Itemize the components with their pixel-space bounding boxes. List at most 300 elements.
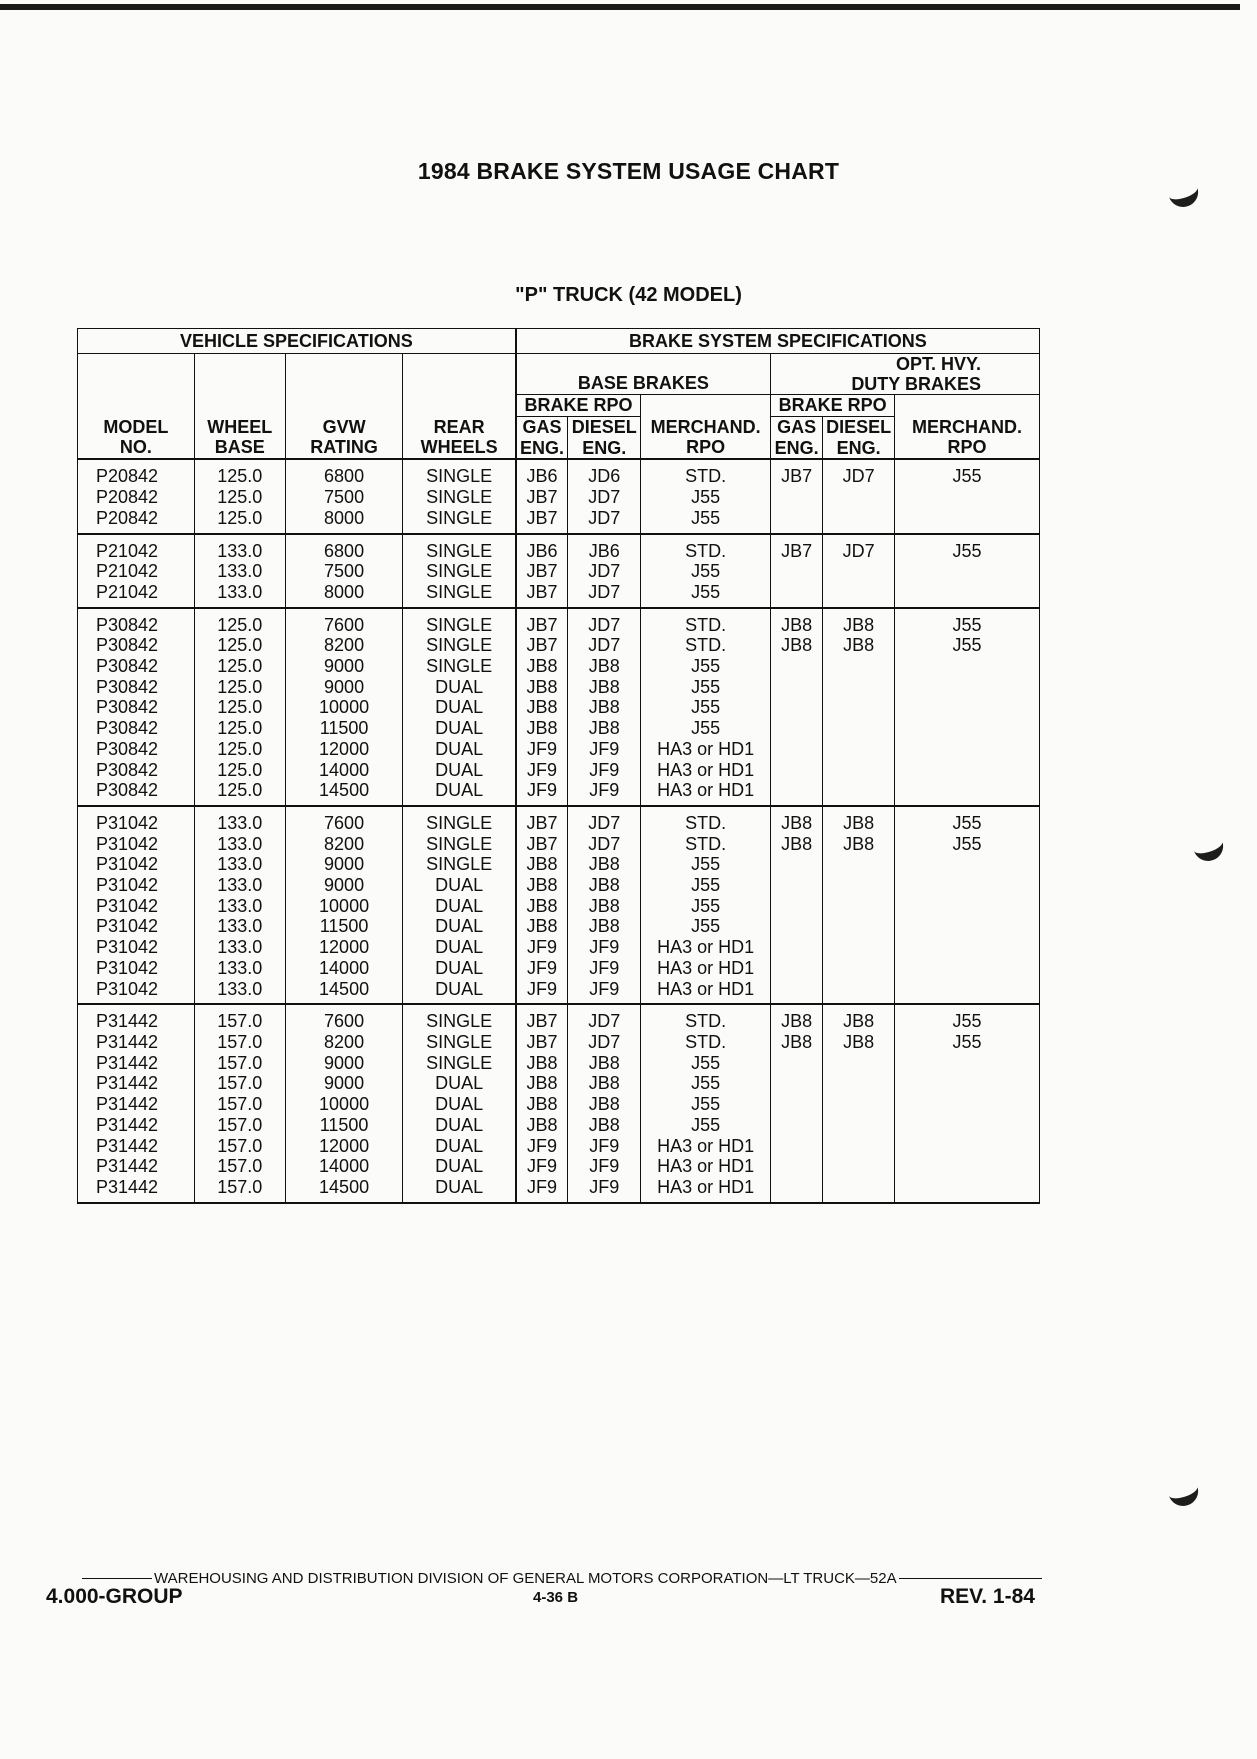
- wheel-base-cell: 125.0: [194, 459, 285, 487]
- wheel-base-cell: 125.0: [194, 780, 285, 806]
- wheel-base-cell: 125.0: [194, 697, 285, 718]
- gvw-rating-cell: 8200: [285, 635, 403, 656]
- base-diesel-eng-cell: JB8: [568, 697, 641, 718]
- wheel-header-line2: BASE: [214, 437, 265, 458]
- opt-merch-rpo-cell: J55: [895, 1004, 1040, 1032]
- opt-diesel-eng-cell: [823, 561, 895, 582]
- table-row: [78, 958, 1040, 979]
- opt-merch-line2: RPO: [947, 437, 987, 458]
- model-no-cell: P31442: [78, 1073, 195, 1094]
- base-gas-eng-cell: JB7: [516, 582, 568, 608]
- rear-header-line2: WHEELS: [420, 437, 498, 458]
- table-row: [78, 1004, 1040, 1032]
- rear-wheels-cell: SINGLE: [403, 508, 516, 534]
- wheel-base-cell: 125.0: [194, 718, 285, 739]
- gvw-rating-header: [285, 417, 403, 460]
- base-gas-eng-cell: JB8: [516, 854, 568, 875]
- opt-gas-eng-cell: [771, 1094, 823, 1115]
- opt-diesel-eng-cell: [823, 739, 895, 760]
- gvw-rating-cell: 14500: [285, 780, 403, 806]
- opt-gas-eng-cell: JB8: [771, 1032, 823, 1053]
- opt-hvy-line2: DUTY BRAKES: [851, 374, 981, 394]
- base-gas-eng-cell: JB7: [516, 508, 568, 534]
- model-no-cell: P21042: [78, 534, 195, 562]
- gvw-rating-cell: 9000: [285, 656, 403, 677]
- opt-diesel-eng-cell: [823, 582, 895, 608]
- model-no-header: [78, 417, 195, 460]
- wheel-base-cell: 125.0: [194, 656, 285, 677]
- punch-hole-bottom: [1164, 1471, 1202, 1510]
- opt-gas-eng-header: [771, 417, 823, 460]
- page-subtitle: "P" TRUCK (42 MODEL): [515, 284, 742, 306]
- gvw-rating-cell: 11500: [285, 916, 403, 937]
- base-merch-rpo-cell: STD.: [641, 1004, 771, 1032]
- gvw-rating-cell: 10000: [285, 697, 403, 718]
- base-diesel-eng-cell: JD7: [568, 635, 641, 656]
- opt-merch-rpo-cell: [895, 1136, 1040, 1157]
- base-diesel-eng-cell: JB8: [568, 1053, 641, 1074]
- opt-gas-eng-cell: [771, 1115, 823, 1136]
- gvw-rating-cell: 8000: [285, 508, 403, 534]
- base-gas-eng-cell: JF9: [516, 1177, 568, 1203]
- rear-wheels-cell: SINGLE: [403, 459, 516, 487]
- footer-group: 4.000-GROUP: [46, 1585, 183, 1608]
- footer-page-number: 4-36 B: [533, 1589, 579, 1606]
- wheel-base-cell: 157.0: [194, 1136, 285, 1157]
- opt-gas-eng-cell: [771, 1136, 823, 1157]
- footer-publisher-line: [82, 1570, 1042, 1587]
- base-merch-rpo-cell: J55: [641, 1073, 771, 1094]
- table-row: [78, 582, 1040, 608]
- base-merch-rpo-cell: J55: [641, 508, 771, 534]
- model-no-cell: P31042: [78, 916, 195, 937]
- opt-diesel-eng-cell: JD7: [823, 534, 895, 562]
- punch-hole-middle: [1189, 826, 1227, 865]
- rear-wheels-cell: SINGLE: [403, 854, 516, 875]
- base-gas-eng-header: [516, 417, 568, 460]
- opt-gas-eng-cell: [771, 1053, 823, 1074]
- opt-diesel-eng-cell: [823, 656, 895, 677]
- table-row: [78, 677, 1040, 698]
- rear-wheels-cell: DUAL: [403, 1094, 516, 1115]
- base-gas-eng-cell: JB8: [516, 1094, 568, 1115]
- opt-gas-eng-cell: [771, 561, 823, 582]
- opt-gas-eng-cell: [771, 1177, 823, 1203]
- wheel-base-cell: 133.0: [194, 937, 285, 958]
- rear-wheels-cell: DUAL: [403, 739, 516, 760]
- rear-wheels-cell: DUAL: [403, 677, 516, 698]
- opt-merch-rpo-cell: [895, 875, 1040, 896]
- rear-wheels-cell: DUAL: [403, 916, 516, 937]
- table-row: [78, 739, 1040, 760]
- gvw-rating-cell: 12000: [285, 739, 403, 760]
- model-no-cell: P21042: [78, 561, 195, 582]
- gvw-rating-cell: 9000: [285, 1053, 403, 1074]
- table-row: [78, 854, 1040, 875]
- base-diesel-eng-cell: JB8: [568, 896, 641, 917]
- opt-merch-rpo-cell: [895, 896, 1040, 917]
- opt-diesel-eng-cell: JB8: [823, 608, 895, 636]
- opt-diesel-eng-cell: [823, 1177, 895, 1203]
- base-gas-eng-cell: JF9: [516, 1136, 568, 1157]
- table-row: [78, 608, 1040, 636]
- wheel-header-line1: WHEEL: [207, 416, 273, 437]
- rear-wheels-cell: DUAL: [403, 875, 516, 896]
- gvw-rating-cell: 9000: [285, 1073, 403, 1094]
- gvw-rating-cell: 12000: [285, 937, 403, 958]
- table-header: [78, 329, 1040, 460]
- base-diesel-eng-cell: JB8: [568, 854, 641, 875]
- opt-diesel-line2: ENG.: [836, 437, 881, 458]
- base-brakes-header: BASE BRAKES: [516, 354, 771, 395]
- base-gas-eng-cell: JB7: [516, 1032, 568, 1053]
- base-merch-rpo-cell: J55: [641, 718, 771, 739]
- gvw-rating-cell: 6800: [285, 534, 403, 562]
- opt-merch-rpo-cell: [895, 958, 1040, 979]
- opt-merch-rpo-cell: J55: [895, 834, 1040, 855]
- model-no-cell: P30842: [78, 635, 195, 656]
- opt-merch-rpo-cell: [895, 1115, 1040, 1136]
- opt-gas-eng-cell: [771, 677, 823, 698]
- opt-diesel-eng-cell: JB8: [823, 834, 895, 855]
- model-no-cell: P31442: [78, 1032, 195, 1053]
- opt-gas-eng-cell: [771, 916, 823, 937]
- model-no-cell: P30842: [78, 697, 195, 718]
- base-merch-rpo-cell: HA3 or HD1: [641, 937, 771, 958]
- opt-merch-rpo-cell: [895, 760, 1040, 781]
- wheel-base-cell: 157.0: [194, 1032, 285, 1053]
- opt-diesel-eng-cell: JB8: [823, 1032, 895, 1053]
- wheel-base-cell: 125.0: [194, 508, 285, 534]
- gvw-rating-cell: 14500: [285, 979, 403, 1005]
- rear-wheels-cell: SINGLE: [403, 561, 516, 582]
- gvw-rating-cell: 12000: [285, 1136, 403, 1157]
- table-row: [78, 937, 1040, 958]
- wheel-base-cell: 133.0: [194, 916, 285, 937]
- opt-diesel-eng-cell: [823, 508, 895, 534]
- base-merch-rpo-cell: HA3 or HD1: [641, 1156, 771, 1177]
- model-header-line1: MODEL: [103, 416, 169, 437]
- opt-gas-eng-cell: JB7: [771, 534, 823, 562]
- opt-gas-eng-cell: [771, 582, 823, 608]
- rear-wheels-cell: DUAL: [403, 1177, 516, 1203]
- footer-rule-left: [82, 1578, 152, 1579]
- base-diesel-eng-header: [568, 417, 641, 460]
- opt-gas-eng-cell: [771, 958, 823, 979]
- model-no-cell: P31442: [78, 1094, 195, 1115]
- base-merch-rpo-cell: HA3 or HD1: [641, 979, 771, 1005]
- table-row: [78, 487, 1040, 508]
- opt-merch-header-spacer: [895, 395, 1040, 417]
- base-merch-rpo-cell: HA3 or HD1: [641, 1136, 771, 1157]
- base-merch-line1: MERCHAND.: [650, 416, 761, 437]
- table-row: [78, 561, 1040, 582]
- opt-merch-rpo-cell: [895, 561, 1040, 582]
- opt-gas-eng-cell: JB8: [771, 635, 823, 656]
- model-no-cell: P31042: [78, 896, 195, 917]
- opt-diesel-eng-cell: [823, 1073, 895, 1094]
- base-gas-eng-cell: JB6: [516, 459, 568, 487]
- opt-merch-rpo-cell: [895, 916, 1040, 937]
- base-diesel-eng-cell: JB8: [568, 1073, 641, 1094]
- opt-merch-rpo-cell: J55: [895, 635, 1040, 656]
- opt-diesel-eng-cell: JB8: [823, 806, 895, 834]
- base-merch-rpo-cell: J55: [641, 656, 771, 677]
- gvw-rating-cell: 8000: [285, 582, 403, 608]
- wheel-base-cell: 133.0: [194, 854, 285, 875]
- base-diesel-line2: ENG.: [582, 437, 627, 458]
- opt-diesel-eng-cell: [823, 1156, 895, 1177]
- table-row: [78, 459, 1040, 487]
- table-row: [78, 534, 1040, 562]
- gvw-rating-cell: 6800: [285, 459, 403, 487]
- base-merch-rpo-cell: J55: [641, 677, 771, 698]
- table-row: [78, 508, 1040, 534]
- model-no-cell: P20842: [78, 508, 195, 534]
- table-row: [78, 1032, 1040, 1053]
- base-diesel-eng-cell: JD7: [568, 561, 641, 582]
- opt-diesel-eng-cell: JD7: [823, 459, 895, 487]
- base-merch-rpo-cell: J55: [641, 561, 771, 582]
- opt-merch-rpo-cell: [895, 487, 1040, 508]
- base-diesel-eng-cell: JD7: [568, 834, 641, 855]
- rear-wheels-cell: SINGLE: [403, 806, 516, 834]
- model-header-spacer-2: [78, 395, 195, 417]
- rear-wheels-cell: DUAL: [403, 780, 516, 806]
- wheel-base-cell: 133.0: [194, 958, 285, 979]
- base-gas-eng-cell: JB7: [516, 635, 568, 656]
- opt-diesel-eng-cell: JB8: [823, 1004, 895, 1032]
- wheel-base-cell: 133.0: [194, 834, 285, 855]
- opt-gas-eng-cell: JB8: [771, 608, 823, 636]
- base-brake-rpo-header: BRAKE RPO: [516, 395, 641, 417]
- model-no-cell: P30842: [78, 739, 195, 760]
- base-merch-rpo-cell: J55: [641, 1115, 771, 1136]
- model-header-spacer: [78, 354, 195, 395]
- opt-gas-eng-cell: JB8: [771, 834, 823, 855]
- wheel-base-cell: 133.0: [194, 875, 285, 896]
- model-no-cell: P31042: [78, 875, 195, 896]
- model-no-cell: P30842: [78, 760, 195, 781]
- base-gas-eng-cell: JB7: [516, 1004, 568, 1032]
- table-row: [78, 1094, 1040, 1115]
- base-gas-eng-cell: JF9: [516, 979, 568, 1005]
- model-no-cell: P20842: [78, 487, 195, 508]
- rear-header-spacer-2: [403, 395, 516, 417]
- model-no-cell: P31442: [78, 1177, 195, 1203]
- base-diesel-eng-cell: JB8: [568, 875, 641, 896]
- opt-diesel-eng-cell: [823, 979, 895, 1005]
- gvw-header-line2: RATING: [310, 437, 378, 458]
- opt-merch-rpo-cell: [895, 1073, 1040, 1094]
- base-gas-eng-cell: JF9: [516, 760, 568, 781]
- base-merch-line2: RPO: [686, 437, 726, 458]
- base-diesel-eng-cell: JB8: [568, 656, 641, 677]
- base-diesel-eng-cell: JF9: [568, 937, 641, 958]
- opt-gas-line2: ENG.: [774, 437, 819, 458]
- gvw-header-spacer-2: [285, 395, 403, 417]
- rear-wheels-cell: SINGLE: [403, 1004, 516, 1032]
- model-no-cell: P31442: [78, 1136, 195, 1157]
- base-diesel-eng-cell: JD6: [568, 459, 641, 487]
- vehicle-specs-header: VEHICLE SPECIFICATIONS: [78, 329, 516, 354]
- brake-usage-table: [77, 328, 1040, 1204]
- gvw-rating-cell: 7500: [285, 561, 403, 582]
- base-gas-eng-cell: JB8: [516, 1073, 568, 1094]
- base-merch-rpo-cell: J55: [641, 487, 771, 508]
- opt-gas-eng-cell: [771, 875, 823, 896]
- rear-wheels-cell: SINGLE: [403, 608, 516, 636]
- base-merch-rpo-cell: STD.: [641, 534, 771, 562]
- table-row: [78, 916, 1040, 937]
- rear-wheels-cell: DUAL: [403, 718, 516, 739]
- base-merch-rpo-cell: J55: [641, 1053, 771, 1074]
- opt-gas-eng-cell: [771, 487, 823, 508]
- base-gas-eng-cell: JB8: [516, 677, 568, 698]
- model-no-cell: P31042: [78, 979, 195, 1005]
- opt-hvy-line1: OPT. HVY.: [895, 354, 981, 374]
- model-no-cell: P30842: [78, 677, 195, 698]
- rear-wheels-cell: SINGLE: [403, 534, 516, 562]
- opt-merch-rpo-cell: [895, 677, 1040, 698]
- model-no-cell: P31042: [78, 834, 195, 855]
- opt-gas-eng-cell: [771, 718, 823, 739]
- rear-wheels-cell: SINGLE: [403, 582, 516, 608]
- opt-diesel-eng-cell: [823, 1053, 895, 1074]
- gvw-rating-cell: 9000: [285, 677, 403, 698]
- opt-merch-rpo-cell: [895, 979, 1040, 1005]
- base-merch-rpo-cell: J55: [641, 697, 771, 718]
- table-row: [78, 1156, 1040, 1177]
- base-gas-eng-cell: JB8: [516, 1053, 568, 1074]
- opt-diesel-eng-header: [823, 417, 895, 460]
- base-gas-eng-cell: JF9: [516, 739, 568, 760]
- opt-gas-eng-cell: [771, 697, 823, 718]
- gvw-rating-cell: 8200: [285, 1032, 403, 1053]
- base-diesel-eng-cell: JB8: [568, 677, 641, 698]
- base-gas-eng-cell: JB8: [516, 656, 568, 677]
- opt-gas-eng-cell: JB8: [771, 1004, 823, 1032]
- base-gas-eng-cell: JB8: [516, 697, 568, 718]
- wheel-base-cell: 133.0: [194, 534, 285, 562]
- base-merch-rpo-cell: STD.: [641, 806, 771, 834]
- page-title: 1984 BRAKE SYSTEM USAGE CHART: [417, 158, 840, 184]
- model-no-cell: P30842: [78, 608, 195, 636]
- wheel-base-cell: 157.0: [194, 1156, 285, 1177]
- opt-merch-rpo-cell: [895, 697, 1040, 718]
- model-no-cell: P31442: [78, 1053, 195, 1074]
- base-gas-eng-cell: JB7: [516, 608, 568, 636]
- opt-merch-rpo-cell: [895, 1053, 1040, 1074]
- model-no-cell: P31442: [78, 1156, 195, 1177]
- gvw-rating-cell: 7600: [285, 806, 403, 834]
- base-merch-rpo-cell: STD.: [641, 1032, 771, 1053]
- opt-gas-eng-cell: [771, 1156, 823, 1177]
- table-body: [78, 459, 1040, 1202]
- base-merch-rpo-cell: HA3 or HD1: [641, 958, 771, 979]
- wheel-base-cell: 125.0: [194, 608, 285, 636]
- base-diesel-eng-cell: JF9: [568, 780, 641, 806]
- opt-gas-line1: GAS: [777, 417, 817, 437]
- model-no-cell: P30842: [78, 656, 195, 677]
- base-diesel-eng-cell: JF9: [568, 739, 641, 760]
- rear-wheels-cell: DUAL: [403, 760, 516, 781]
- rear-wheels-header: [403, 417, 516, 460]
- base-gas-eng-cell: JB8: [516, 916, 568, 937]
- opt-merch-rpo-cell: J55: [895, 608, 1040, 636]
- table-row: [78, 718, 1040, 739]
- opt-merch-rpo-cell: J55: [895, 1032, 1040, 1053]
- opt-hvy-duty-header: [771, 354, 1040, 395]
- gvw-rating-cell: 11500: [285, 1115, 403, 1136]
- opt-merch-rpo-cell: J55: [895, 459, 1040, 487]
- opt-merch-line1: MERCHAND.: [912, 416, 1023, 437]
- model-no-cell: P31042: [78, 806, 195, 834]
- base-gas-line1: GAS: [522, 417, 562, 437]
- base-gas-eng-cell: JB6: [516, 534, 568, 562]
- opt-gas-eng-cell: [771, 760, 823, 781]
- rear-wheels-cell: SINGLE: [403, 656, 516, 677]
- opt-diesel-eng-cell: [823, 896, 895, 917]
- opt-merch-rpo-cell: [895, 1094, 1040, 1115]
- gvw-rating-cell: 7500: [285, 487, 403, 508]
- table-row: [78, 806, 1040, 834]
- opt-diesel-eng-cell: [823, 937, 895, 958]
- base-diesel-eng-cell: JB8: [568, 1115, 641, 1136]
- rear-header-line1: REAR: [433, 416, 485, 437]
- base-diesel-eng-cell: JD7: [568, 487, 641, 508]
- table-row: [78, 875, 1040, 896]
- opt-merch-rpo-header: [895, 417, 1040, 460]
- model-no-cell: P31042: [78, 854, 195, 875]
- base-diesel-eng-cell: JB8: [568, 718, 641, 739]
- model-no-cell: P20842: [78, 459, 195, 487]
- base-gas-eng-cell: JB8: [516, 1115, 568, 1136]
- base-merch-rpo-cell: HA3 or HD1: [641, 739, 771, 760]
- rear-wheels-cell: DUAL: [403, 937, 516, 958]
- table-row: [78, 1115, 1040, 1136]
- wheel-base-cell: 133.0: [194, 896, 285, 917]
- table-row: [78, 834, 1040, 855]
- base-diesel-eng-cell: JF9: [568, 760, 641, 781]
- base-gas-eng-cell: JB8: [516, 718, 568, 739]
- opt-merch-rpo-cell: [895, 582, 1040, 608]
- opt-gas-eng-cell: [771, 656, 823, 677]
- gvw-rating-cell: 10000: [285, 896, 403, 917]
- rear-wheels-cell: SINGLE: [403, 487, 516, 508]
- wheel-base-cell: 125.0: [194, 635, 285, 656]
- base-gas-eng-cell: JB7: [516, 487, 568, 508]
- rear-wheels-cell: DUAL: [403, 958, 516, 979]
- rear-wheels-cell: DUAL: [403, 1136, 516, 1157]
- base-diesel-eng-cell: JD7: [568, 806, 641, 834]
- wheel-base-cell: 157.0: [194, 1073, 285, 1094]
- opt-gas-eng-cell: [771, 896, 823, 917]
- gvw-rating-cell: 8200: [285, 834, 403, 855]
- opt-merch-rpo-cell: [895, 1156, 1040, 1177]
- base-merch-rpo-cell: J55: [641, 854, 771, 875]
- gvw-header-spacer: [285, 354, 403, 395]
- wheel-base-cell: 133.0: [194, 561, 285, 582]
- base-diesel-eng-cell: JD7: [568, 608, 641, 636]
- base-merch-rpo-cell: J55: [641, 896, 771, 917]
- base-diesel-eng-cell: JF9: [568, 979, 641, 1005]
- opt-merch-rpo-cell: [895, 739, 1040, 760]
- opt-merch-rpo-cell: [895, 1177, 1040, 1203]
- rear-wheels-cell: DUAL: [403, 896, 516, 917]
- model-no-cell: P30842: [78, 718, 195, 739]
- base-merch-header-spacer: [641, 395, 771, 417]
